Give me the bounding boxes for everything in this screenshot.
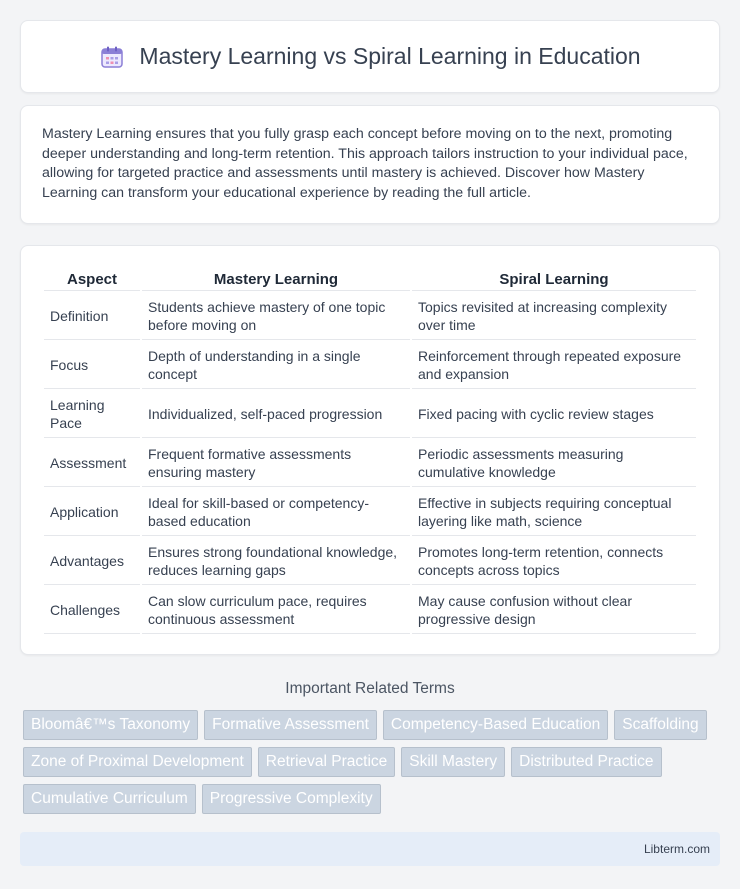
comparison-card	[20, 245, 720, 655]
table-row	[44, 293, 696, 340]
intro-card	[20, 105, 720, 224]
table-row	[44, 440, 696, 487]
table-row	[44, 538, 696, 585]
calendar-icon	[99, 44, 125, 70]
aspect-cell: Assessment	[44, 440, 140, 487]
term-tag[interactable]: Cumulative Curriculum	[23, 784, 196, 814]
footer-link[interactable]: Libterm.com	[643, 842, 710, 856]
intro-text: Mastery Learning ensures that you fully grasp each concept before moving on to the next, promoting deeper understanding and long-term retention. This approach tailors instruction to your individual pace, allowing for targeted practice and assessments until mastery is achieved. Discover how Mastery Learning can transform your educational experience by reading the full article.	[42, 126, 688, 201]
mastery-cell: Ensures strong foundational knowledge, reduces learning gaps	[142, 538, 410, 585]
page-title: Mastery Learning vs Spiral Learning in Education	[139, 43, 641, 69]
aspect-cell: Advantages	[44, 538, 140, 585]
table-row	[44, 342, 696, 389]
term-tag[interactable]: Scaffolding	[614, 710, 706, 740]
header-mastery: Mastery Learning	[142, 268, 410, 291]
spiral-cell: Promotes long-term retention, connects concepts across topics	[412, 538, 696, 585]
spiral-cell: May cause confusion without clear progressive design	[412, 587, 696, 634]
term-tag[interactable]: Competency-Based Education	[383, 710, 608, 740]
mastery-cell: Individualized, self-paced progression	[142, 391, 410, 438]
aspect-cell: Definition	[44, 293, 140, 340]
comparison-table	[42, 266, 698, 636]
spiral-cell: Reinforcement through repeated exposure and expansion	[412, 342, 696, 389]
aspect-cell: Challenges	[44, 587, 140, 634]
mastery-cell: Students achieve mastery of one topic before moving on	[142, 293, 410, 340]
spiral-cell: Effective in subjects requiring conceptual layering like math, science	[412, 489, 696, 536]
table-row	[44, 489, 696, 536]
term-tag[interactable]: Formative Assessment	[204, 710, 377, 740]
spiral-cell: Topics revisited at increasing complexity over time	[412, 293, 696, 340]
aspect-cell: Focus	[44, 342, 140, 389]
term-tag[interactable]: Distributed Practice	[511, 747, 661, 777]
aspect-cell: Application	[44, 489, 140, 536]
table-header-row	[44, 268, 696, 291]
related-terms-title: Important Related Terms	[285, 680, 455, 697]
related-terms-list	[20, 710, 720, 814]
mastery-cell: Can slow curriculum pace, requires continuous assessment	[142, 587, 410, 634]
spiral-cell: Periodic assessments measuring cumulative knowledge	[412, 440, 696, 487]
spiral-cell: Fixed pacing with cyclic review stages	[412, 391, 696, 438]
mastery-cell: Depth of understanding in a single concept	[142, 342, 410, 389]
term-tag[interactable]: Retrieval Practice	[258, 747, 395, 777]
header-card	[20, 20, 720, 93]
term-tag[interactable]: Progressive Complexity	[202, 784, 381, 814]
table-row	[44, 587, 696, 634]
mastery-cell: Ideal for skill-based or competency-based education	[142, 489, 410, 536]
term-tag[interactable]: Zone of Proximal Development	[23, 747, 252, 777]
header-aspect: Aspect	[44, 268, 140, 291]
table-row	[44, 391, 696, 438]
term-tag[interactable]: Bloomâ€™s Taxonomy	[23, 710, 198, 740]
term-tag[interactable]: Skill Mastery	[401, 747, 505, 777]
header-spiral: Spiral Learning	[412, 268, 696, 291]
footer	[20, 832, 720, 866]
aspect-cell: Learning Pace	[44, 391, 140, 438]
mastery-cell: Frequent formative assessments ensuring mastery	[142, 440, 410, 487]
